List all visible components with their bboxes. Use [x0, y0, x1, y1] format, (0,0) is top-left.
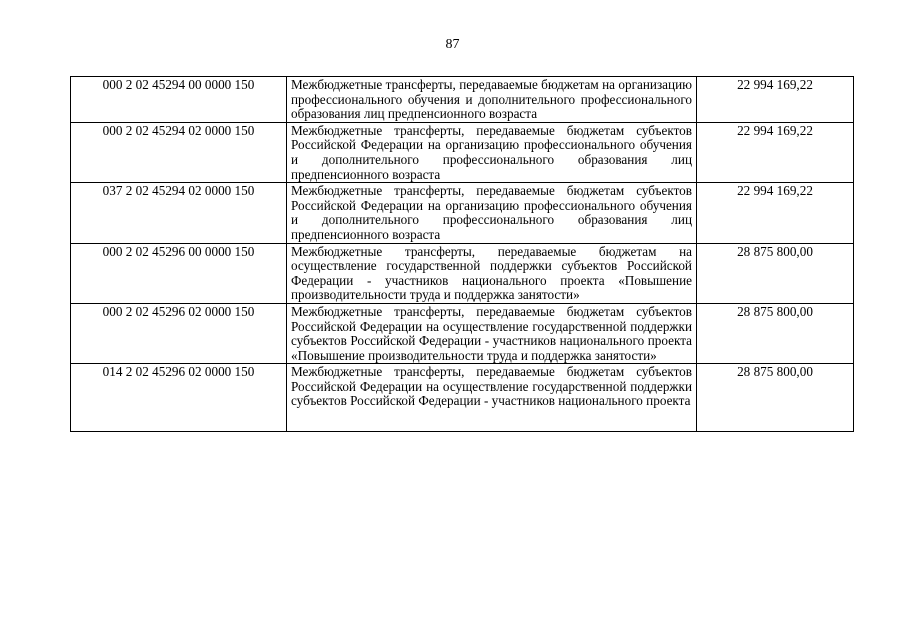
budget-code-cell: 000 2 02 45296 02 0000 150: [71, 303, 287, 363]
budget-revenue-table: [70, 76, 854, 432]
budget-code-cell: 000 2 02 45294 00 0000 150: [71, 77, 287, 123]
table-row: [71, 364, 854, 432]
table-row: [71, 243, 854, 303]
amount-cell: 22 994 169,22: [697, 77, 854, 123]
table-row: [71, 122, 854, 182]
description-cell: Межбюджетные трансферты, передаваемые бюджетам на осуществление государственной поддержки субъектов Российской Федерации - участников национального проекта «Повышение производительности труда и поддержка занятости»: [287, 243, 697, 303]
table-row: [71, 183, 854, 243]
description-cell: Межбюджетные трансферты, передаваемые бюджетам субъектов Российской Федерации на организацию профессионального обучения и дополнительного профессионального образования лиц предпенсионного возраста: [287, 122, 697, 182]
amount-cell: 28 875 800,00: [697, 303, 854, 363]
budget-code-cell: 000 2 02 45294 02 0000 150: [71, 122, 287, 182]
description-cell: Межбюджетные трансферты, передаваемые бюджетам субъектов Российской Федерации на организацию профессионального обучения и дополнительного профессионального образования лиц предпенсионного возраста: [287, 183, 697, 243]
amount-cell: 22 994 169,22: [697, 183, 854, 243]
budget-code-cell: 037 2 02 45294 02 0000 150: [71, 183, 287, 243]
page-number: 87: [445, 37, 460, 52]
description-cell: Межбюджетные трансферты, передаваемые бюджетам субъектов Российской Федерации на осуществление государственной поддержки субъектов Российской Федерации - участников национального проекта: [287, 364, 697, 432]
budget-code-cell: 000 2 02 45296 00 0000 150: [71, 243, 287, 303]
amount-cell: 28 875 800,00: [697, 364, 854, 432]
budget-code-cell: 014 2 02 45296 02 0000 150: [71, 364, 287, 432]
table-row: [71, 77, 854, 123]
description-cell: Межбюджетные трансферты, передаваемые бюджетам субъектов Российской Федерации на осуществление государственной поддержки субъектов Российской Федерации - участников национального проекта «Повышение производительности труда и поддержка занятости»: [287, 303, 697, 363]
amount-cell: 22 994 169,22: [697, 122, 854, 182]
table-row: [71, 303, 854, 363]
amount-cell: 28 875 800,00: [697, 243, 854, 303]
description-cell: Межбюджетные трансферты, передаваемые бюджетам на организацию профессионального обучения и дополнительного профессионального образования лиц предпенсионного возраста: [287, 77, 697, 123]
